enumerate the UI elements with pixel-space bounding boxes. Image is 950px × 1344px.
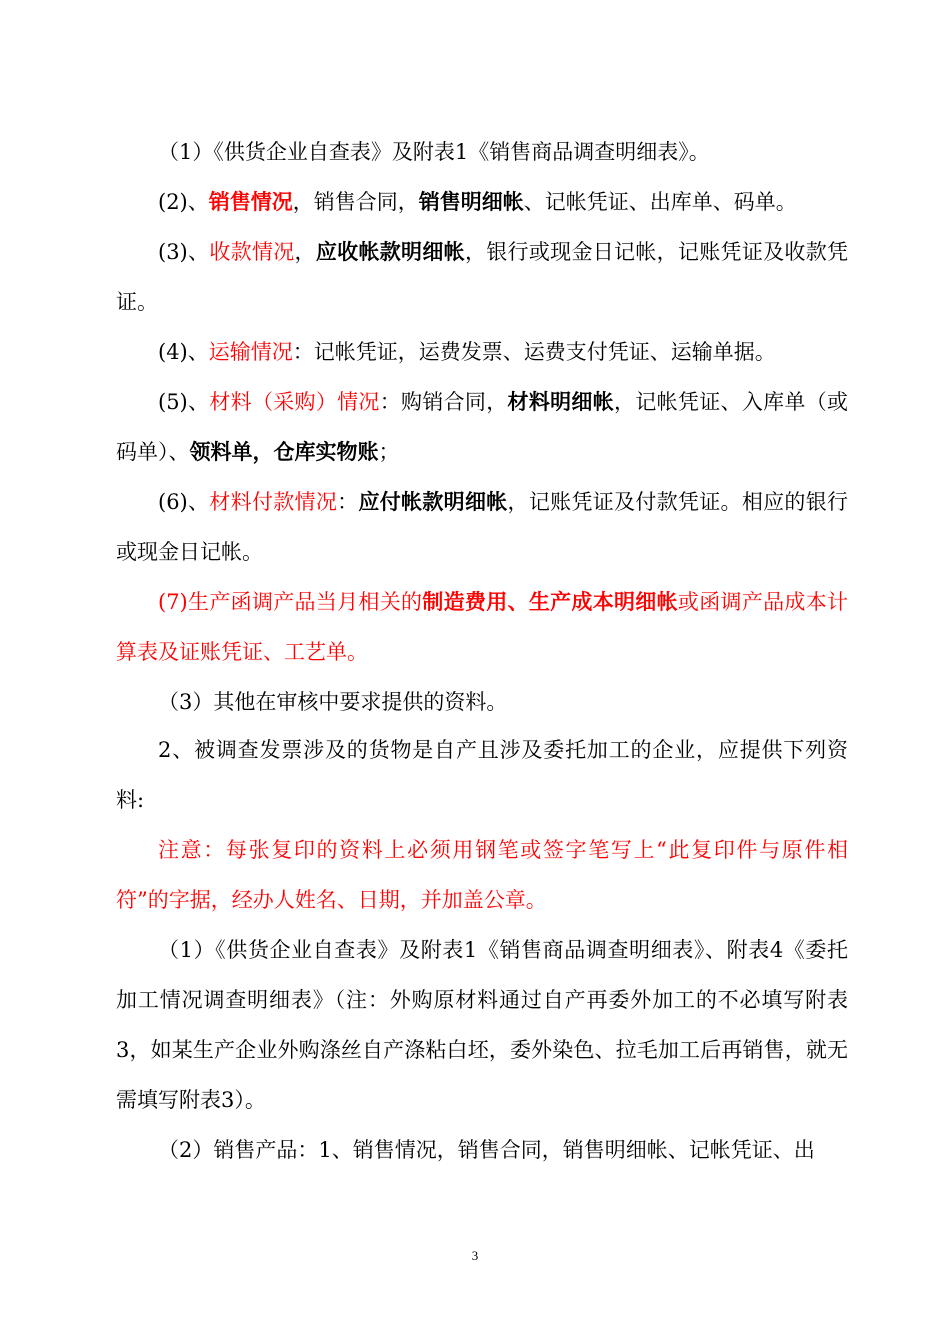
text-run: ： bbox=[337, 490, 359, 514]
paragraph-8 bbox=[116, 677, 848, 727]
paragraph-1 bbox=[116, 127, 848, 177]
text-run: ：记帐凭证，运费发票、运费支付凭证、运输单据。 bbox=[292, 340, 776, 364]
text-run: 运输情况 bbox=[208, 340, 293, 364]
text-run: 领料单，仓库实物账 bbox=[189, 439, 379, 464]
paragraph-7 bbox=[116, 577, 848, 677]
text-run: 注意：每张复印的资料上必须用钢笔或签字笔写上“此复印件与原件相符”的字据，经办人姓名、日期，并加盖公章。 bbox=[116, 838, 848, 912]
paragraph-10 bbox=[116, 925, 848, 1125]
paragraph-2 bbox=[116, 177, 848, 227]
paragraph-3 bbox=[116, 227, 848, 327]
page-number: 3 bbox=[471, 1248, 479, 1263]
text-run: 销售情况 bbox=[208, 189, 293, 214]
text-run: (6)、 bbox=[158, 490, 210, 514]
notice-paragraph bbox=[116, 825, 848, 925]
text-run: ，记帐凭证、入库单（或码单）、 bbox=[116, 390, 849, 464]
text-run: 收款情况 bbox=[209, 240, 295, 264]
text-run: 制造费用、生产成本明细帐 bbox=[422, 589, 678, 614]
paragraph-5 bbox=[116, 377, 848, 477]
paragraph-11 bbox=[116, 1125, 848, 1175]
paragraph-6 bbox=[116, 477, 848, 577]
text-run: ， bbox=[294, 240, 316, 264]
text-run: （3）其他在审核中要求提供的资料。 bbox=[158, 690, 508, 714]
text-run: ，销售合同， bbox=[292, 190, 419, 214]
text-run: 、记帐凭证、出库单、码单。 bbox=[523, 190, 797, 214]
paragraph-4 bbox=[116, 327, 848, 377]
text-run: 2、被调查发票涉及的货物是自产且涉及委托加工的企业，应提供下列资料: bbox=[116, 738, 848, 812]
text-run: (3)、 bbox=[158, 240, 210, 264]
text-run: 或函调产品成本计算表及证账凭证、工艺单。 bbox=[116, 590, 849, 664]
text-run: 材料（采购）情况 bbox=[209, 390, 380, 414]
text-run: 材料付款情况 bbox=[209, 490, 338, 514]
text-run: (5)、 bbox=[158, 390, 210, 414]
paragraph-9 bbox=[116, 725, 848, 825]
text-run: ，记账凭证及付款凭证。相应的银行或现金日记帐。 bbox=[116, 490, 849, 564]
text-run: (7)生产函调产品当月相关的 bbox=[158, 590, 423, 614]
text-run: 材料明细帐 bbox=[507, 389, 615, 414]
text-run: ，银行或现金日记帐，记账凭证及收款凭证。 bbox=[116, 240, 849, 314]
text-run: ； bbox=[378, 440, 400, 464]
text-run: 应付帐款明细帐 bbox=[358, 489, 508, 514]
text-run: （1）《供货企业自查表》及附表1《销售商品调查明细表》。 bbox=[158, 140, 710, 164]
text-run: 销售明细帐 bbox=[418, 189, 524, 214]
text-run: （1）《供货企业自查表》及附表1《销售商品调查明细表》、附表4《委托加工情况调查明细表》（注：外购原材料通过自产再委外加工的不必填写附表3，如某生产企业外购涤丝自产涤粘白坯，委外染色、拉毛加工后再销售，就无需填写附表3）。 bbox=[116, 938, 848, 1112]
text-run: (4)、 bbox=[158, 340, 209, 364]
text-run: （2）销售产品：1、销售情况，销售合同，销售明细帐、记帐凭证、出 bbox=[158, 1138, 815, 1162]
text-run: ：购销合同， bbox=[379, 390, 508, 414]
text-run: (2)、 bbox=[158, 190, 209, 214]
text-run: 应收帐款明细帐 bbox=[315, 239, 465, 264]
